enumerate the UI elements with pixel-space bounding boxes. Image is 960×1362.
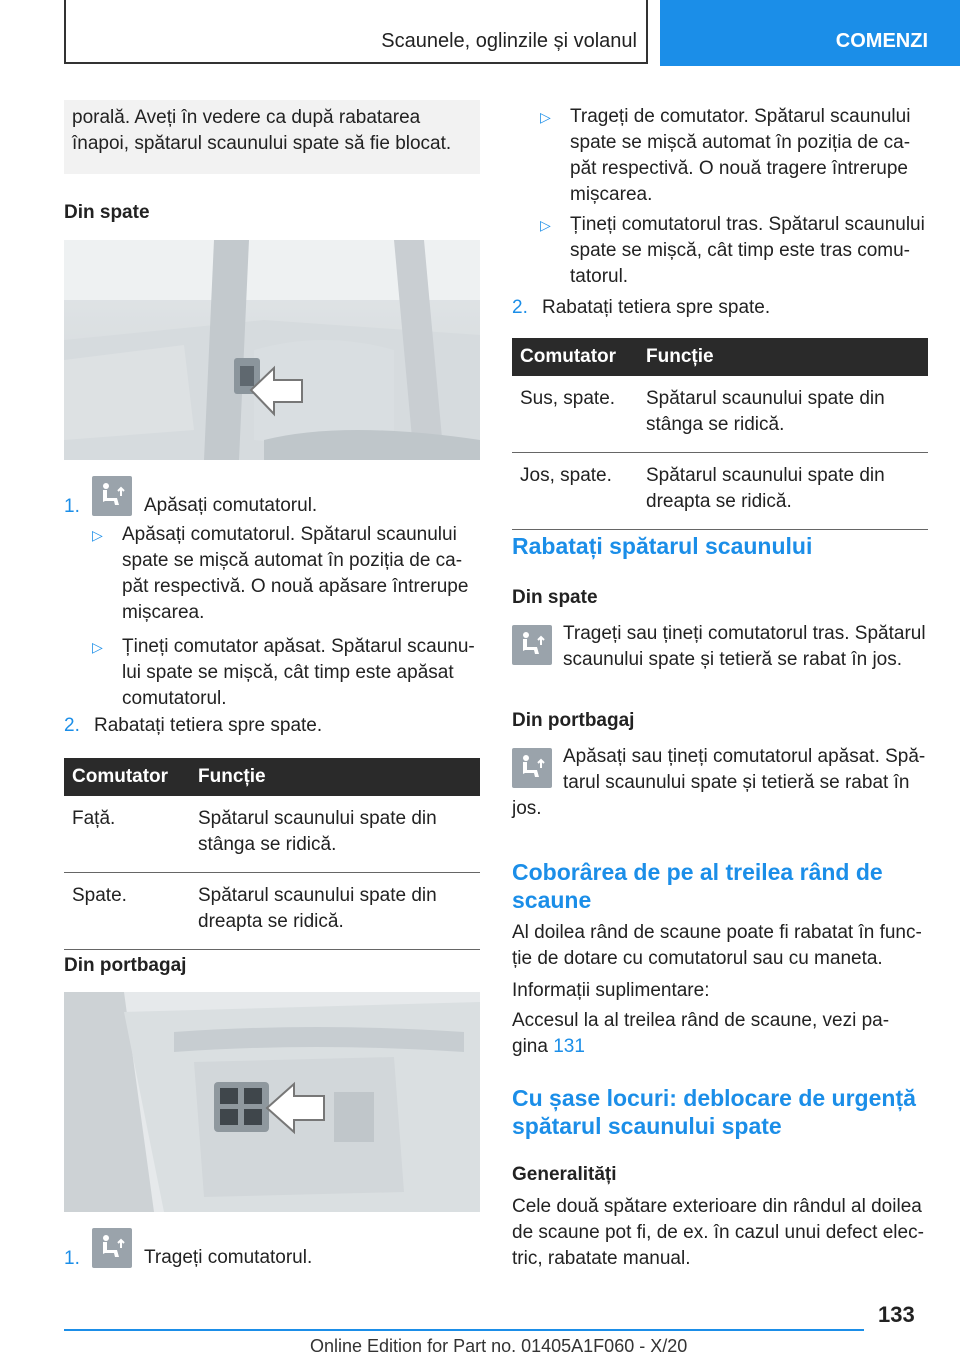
table-row — [512, 376, 928, 453]
table-header: Comutator — [512, 338, 638, 376]
subheading: Din portbagaj — [512, 710, 635, 731]
footer-divider — [64, 1329, 864, 1331]
table-header: Funcție — [190, 758, 480, 796]
step-number: 1. — [64, 496, 80, 517]
bullet-triangle-icon: ▷ — [540, 109, 551, 125]
paragraph-text: Accesul la al treilea rând de scaune, vezi pa-gina — [512, 1010, 890, 1057]
seat-switch-icon — [92, 476, 132, 516]
table-cell: Spătarul scaunului spate din stânga se ridică. — [190, 796, 480, 873]
bullet-triangle-icon: ▷ — [92, 639, 103, 655]
paragraph: Cele două spătare exterioare din rândul al doilea de scaune pot fi, de ex. în cazul unui defect elec-tric, rabatate manual. — [512, 1196, 924, 1269]
bullet-text: Apăsați comutatorul. Spătarul scaunului spate se mișcă automat în poziția de ca-păt respectivă. O nouă apăsare întrerupe mișcarea. — [122, 524, 469, 623]
paragraph — [512, 1008, 902, 1060]
seat-switch-icon — [512, 625, 552, 665]
table-cell: Jos, spate. — [512, 453, 638, 530]
page-link[interactable]: 131 — [553, 1036, 585, 1057]
table-cell: Spătarul scaunului spate din dreapta se ridică. — [638, 453, 928, 530]
paragraph: Apăsați sau țineți comutatorul apăsat. Spă-tarul scaunului spate și tetieră se rabat în — [563, 746, 926, 793]
step-number: 2. — [64, 715, 80, 736]
paragraph: Trageți sau țineți comutatorul tras. Spătarul scaunului spate și tetieră se rabat în jos. — [563, 623, 926, 670]
bullet-text: Țineți comutatorul tras. Spătarul scaunului spate se mișcă, cât timp este tras comu-tatorul. — [570, 214, 925, 287]
trunk-photo — [64, 992, 480, 1212]
section-title: Scaunele, oglinzile și volanul — [381, 30, 637, 52]
subheading: Generalități — [512, 1164, 617, 1185]
section-heading: Cu șase locuri: deblocare de urgență spătarul scaunului spate — [512, 1085, 916, 1139]
bullet-triangle-icon: ▷ — [540, 217, 551, 233]
section-heading: Rabatați spătarul scaunului — [512, 533, 813, 559]
table-row — [64, 873, 480, 950]
table-row — [512, 453, 928, 530]
table-cell: Spătarul scaunului spate din stânga se ridică. — [638, 376, 928, 453]
continued-note: porală. Aveți în vedere ca după rabatarea înapoi, spătarul scaunului spate să fie blocat. — [64, 100, 480, 174]
table-cell: Spate. — [64, 873, 190, 950]
step-number: 2. — [512, 297, 528, 318]
subheading: Din spate — [512, 587, 598, 608]
seat-switch-icon — [512, 748, 552, 788]
paragraph: Informații suplimentare: — [512, 980, 710, 1001]
table-header: Funcție — [638, 338, 928, 376]
table-cell: Sus, spate. — [512, 376, 638, 453]
page-number: 133 — [878, 1302, 915, 1327]
step-text: Rabatați tetiera spre spate. — [542, 297, 771, 318]
bullet-text: Țineți comutator apăsat. Spătarul scaunu-lui spate se mișcă, cât timp este apăsat comutatorul. — [122, 636, 475, 709]
step-text: Apăsați comutatorul. — [144, 495, 318, 516]
paragraph: jos. — [512, 798, 542, 819]
switch-function-table — [64, 758, 480, 950]
step-text: Rabatați tetiera spre spate. — [94, 715, 323, 736]
bullet-text: Trageți de comutator. Spătarul scaunului spate se mișcă automat în poziția de ca-păt respectivă. O nouă tragere întrerupe mișcarea. — [570, 106, 911, 205]
table-row — [64, 796, 480, 873]
chapter-tab-label: COMENZI — [835, 30, 928, 52]
rear-seat-photo — [64, 240, 480, 460]
step-text: Trageți comutatorul. — [144, 1247, 313, 1268]
heading-from-trunk: Din portbagaj — [64, 955, 187, 976]
table-cell: Spătarul scaunului spate din dreapta se ridică. — [190, 873, 480, 950]
section-heading: Coborârea de pe al treilea rând de scaune — [512, 859, 883, 913]
bullet-triangle-icon: ▷ — [92, 527, 103, 543]
edition-text: Online Edition for Part no. 01405A1F060 - X/20 — [310, 1336, 688, 1356]
step-number: 1. — [64, 1248, 80, 1269]
switch-function-table — [512, 338, 928, 530]
seat-switch-icon — [92, 1228, 132, 1268]
table-cell: Față. — [64, 796, 190, 873]
heading-from-rear: Din spate — [64, 202, 150, 223]
paragraph: Al doilea rând de scaune poate fi rabatat în func-ție de dotare cu comutatorul sau cu maneta. — [512, 922, 922, 969]
table-header: Comutator — [64, 758, 190, 796]
